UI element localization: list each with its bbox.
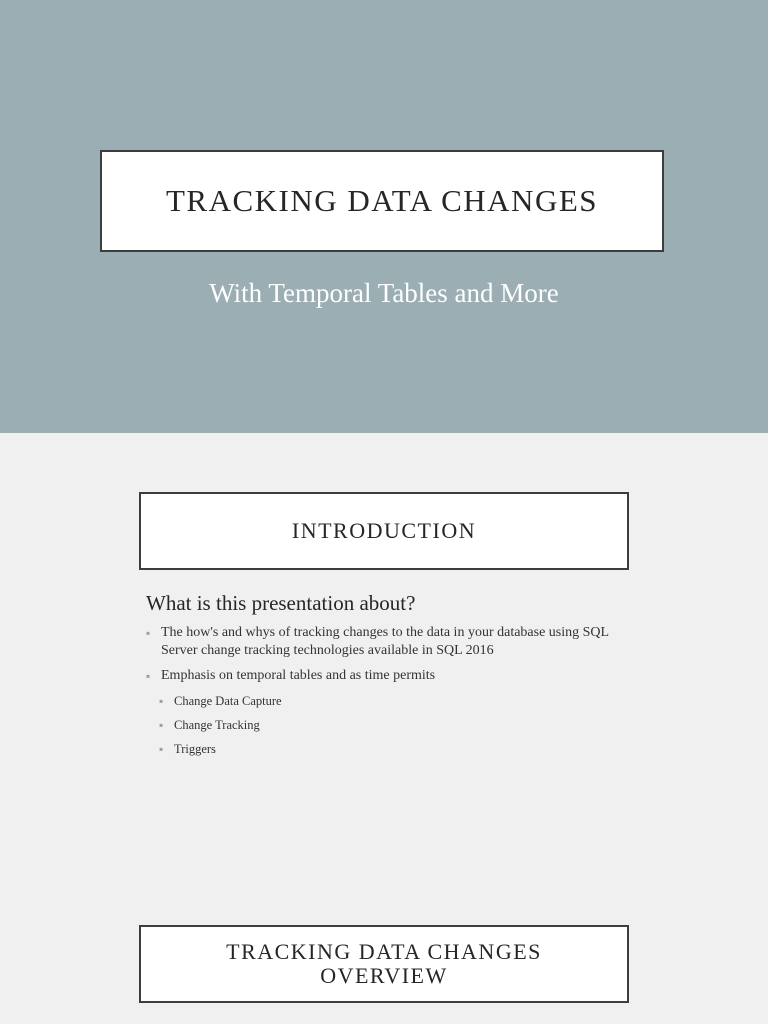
section-heading: INTRODUCTION	[291, 518, 477, 543]
overview-heading-box	[139, 925, 629, 1003]
sub-bullet-item	[159, 692, 616, 710]
sub-bullet-item	[159, 716, 616, 734]
bullet-marker-icon: ▪	[146, 669, 151, 683]
bullet-marker-icon: ▪	[159, 742, 164, 756]
bullet-text: Triggers	[174, 742, 216, 756]
bullet-list	[146, 624, 616, 764]
bullet-text: Change Data Capture	[174, 694, 282, 708]
slide-subtitle: With Temporal Tables and More	[209, 278, 559, 308]
title-slide	[0, 0, 768, 433]
bullet-marker-icon: ▪	[146, 626, 151, 640]
bullet-text: Change Tracking	[174, 718, 260, 732]
sub-bullet-item	[159, 740, 616, 758]
bullet-text: Emphasis on temporal tables and as time permits	[161, 668, 436, 683]
title-box	[100, 150, 664, 252]
bullet-marker-icon: ▪	[159, 718, 164, 732]
bullet-text: The how's and whys of tracking changes to the data in your database using SQL Server change tracking technologies available in SQL 2016	[161, 625, 609, 658]
slide-title: TRACKING DATA CHANGES	[165, 183, 599, 218]
bullet-item	[146, 624, 616, 660]
overview-heading-line1: TRACKING DATA CHANGES	[226, 939, 542, 964]
bullet-marker-icon: ▪	[159, 694, 164, 708]
section-heading-box	[139, 492, 629, 570]
overview-heading-line2: OVERVIEW	[320, 963, 448, 988]
content-heading: What is this presentation about?	[146, 591, 416, 615]
bullet-item	[146, 667, 616, 685]
